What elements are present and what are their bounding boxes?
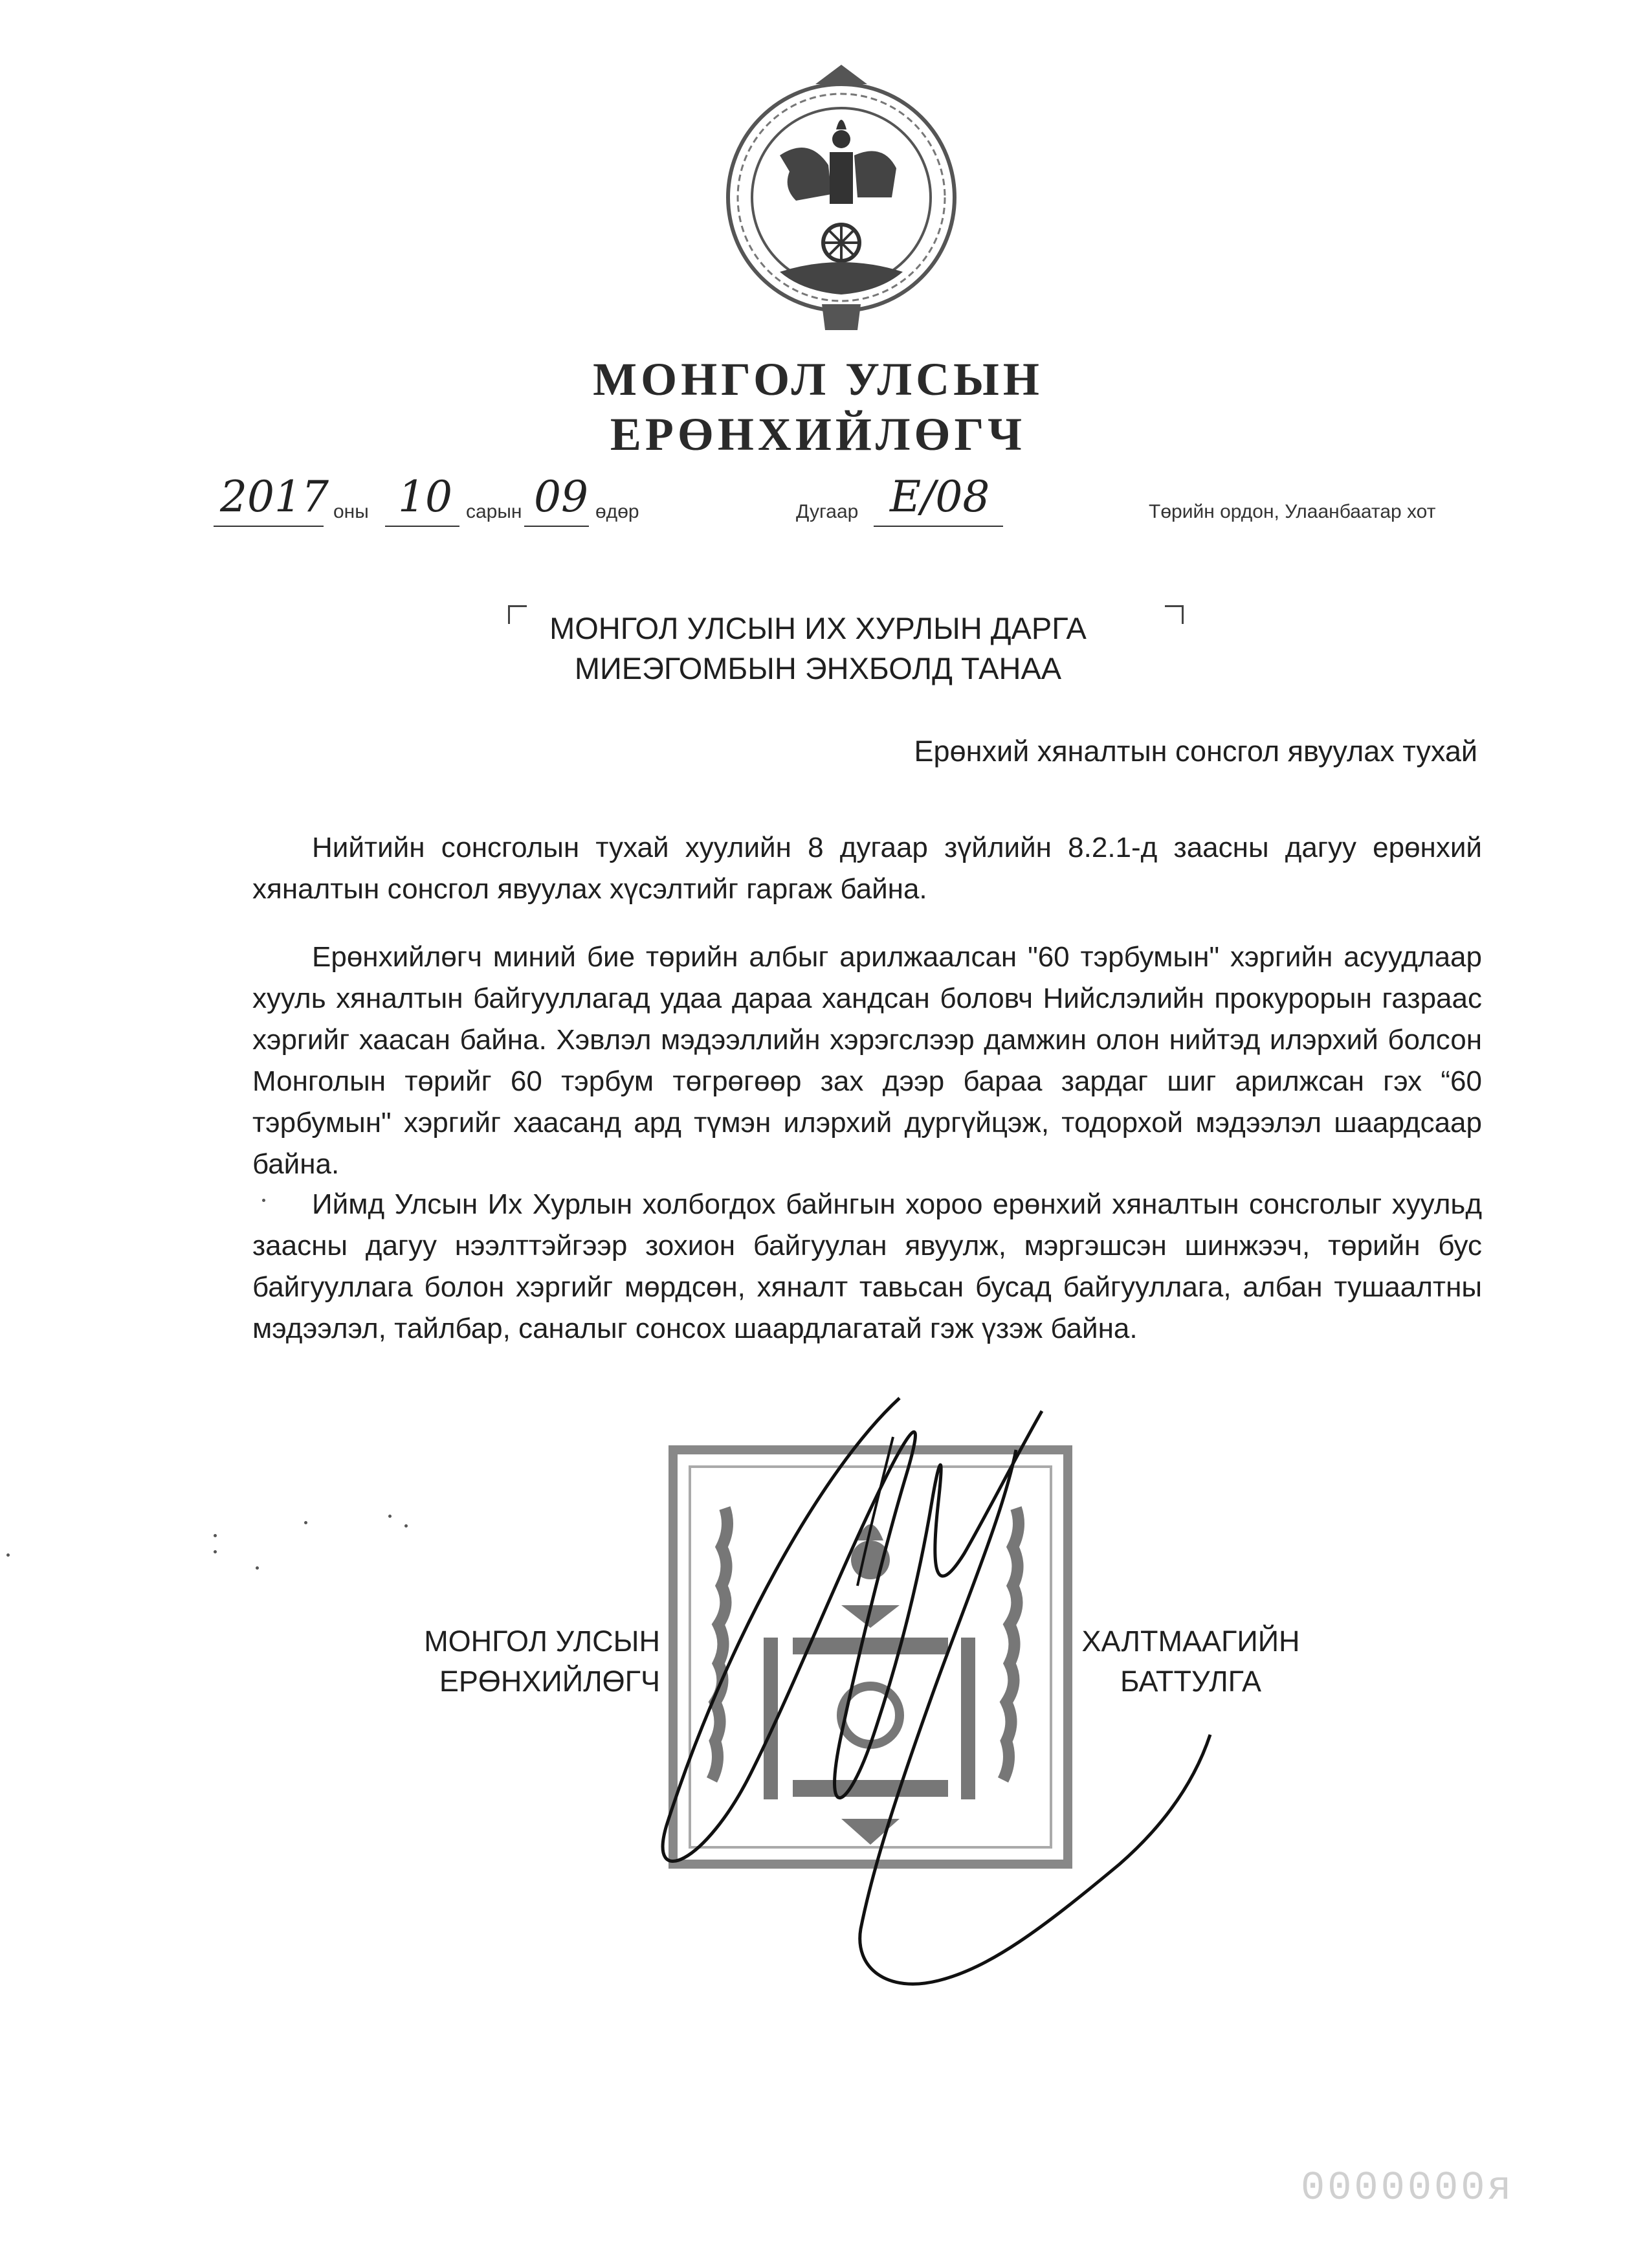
body-paragraph: Нийтийн сонсголын тухай хуулийн 8 дугаар зүйлийн 8.2.1-д заасны дагуу ерөнхий хяналтын сонсгол явуулах хүсэлтийг гаргаж байна. <box>252 832 1482 905</box>
addressee-line2: МИЕЭГОМБЫН ЭНХБОЛД ТАНАА <box>574 651 1062 685</box>
handwritten-signature-icon <box>628 1372 1294 2007</box>
month-suffix: сарын <box>466 501 522 522</box>
date-month: 10 <box>398 472 452 522</box>
date-line <box>214 472 1476 531</box>
document-number: Е/08 <box>890 472 990 522</box>
signer-name-line2: БАТТУЛГА <box>1120 1665 1261 1698</box>
year-suffix: оны <box>333 501 369 522</box>
mongolia-state-emblem-icon <box>718 58 964 343</box>
signer-position-line2: ЕРӨНХИЙЛӨГЧ <box>439 1665 660 1698</box>
letter-subject: Ерөнхий хяналтын сонсгол явуулах тухай <box>914 735 1477 768</box>
date-day: 09 <box>534 472 588 522</box>
signer-name-line1: ХАЛТМААГИЙН <box>1081 1625 1300 1658</box>
date-year: 2017 <box>220 472 329 522</box>
number-label: Дугаар <box>796 501 859 522</box>
signer-position <box>401 1621 660 1702</box>
header-title-line1: МОНГОЛ УЛСЫН <box>593 353 1043 405</box>
serial-number: 0000000ᴙ <box>1301 2165 1514 2211</box>
header-title-line2: ЕРӨНХИЙЛӨГЧ <box>610 408 1026 460</box>
body-paragraph: Иймд Улсын Их Хурлын холбогдох байнгын хороо ерөнхий хяналтын сонсголыг хуульд заасны дагуу нээлттэйгээр зохион байгуулан явуулж, мэргэшсэн шинжээч, төрийн бус байгууллага болон хэргийг мөрдсөн, хяналт тавьсан бусад байгууллага, албан тушаалтны мэдээлэл, тайлбар, саналыг сонсох шаардлагатай гэж үзэж байна. <box>252 1188 1482 1344</box>
signer-position-line1: МОНГОЛ УЛСЫН <box>424 1625 660 1658</box>
body-paragraph: Ерөнхийлөгч миний бие төрийн албыг арилжаалсан "60 тэрбумын" хэргийн асуудлаар хууль хяналтын байгууллагад удаа дараа хандсан боловч Нийслэлийн прокурорын газраас хэргийг хаасан байна. Хэвлэл мэдээллийн хэрэгслээр дамжин олон нийтэд илэрхий болсон Монголын төрийг 60 тэрбум төгрөгөөр зах дээр бараа зардаг шиг арилжсан гэх “60 тэрбумын" хэргийг хаасанд ард түмэн илэрхий дургүйцэж, тодорхой мэдээлэл шаардсаар байна. <box>252 941 1482 1180</box>
day-suffix: өдөр <box>595 501 639 522</box>
addressee-line1: МОНГОЛ УЛСЫН ИХ ХУРЛЫН ДАРГА <box>549 611 1087 645</box>
location: Төрийн ордон, Улаанбаатар хот <box>1149 501 1436 522</box>
